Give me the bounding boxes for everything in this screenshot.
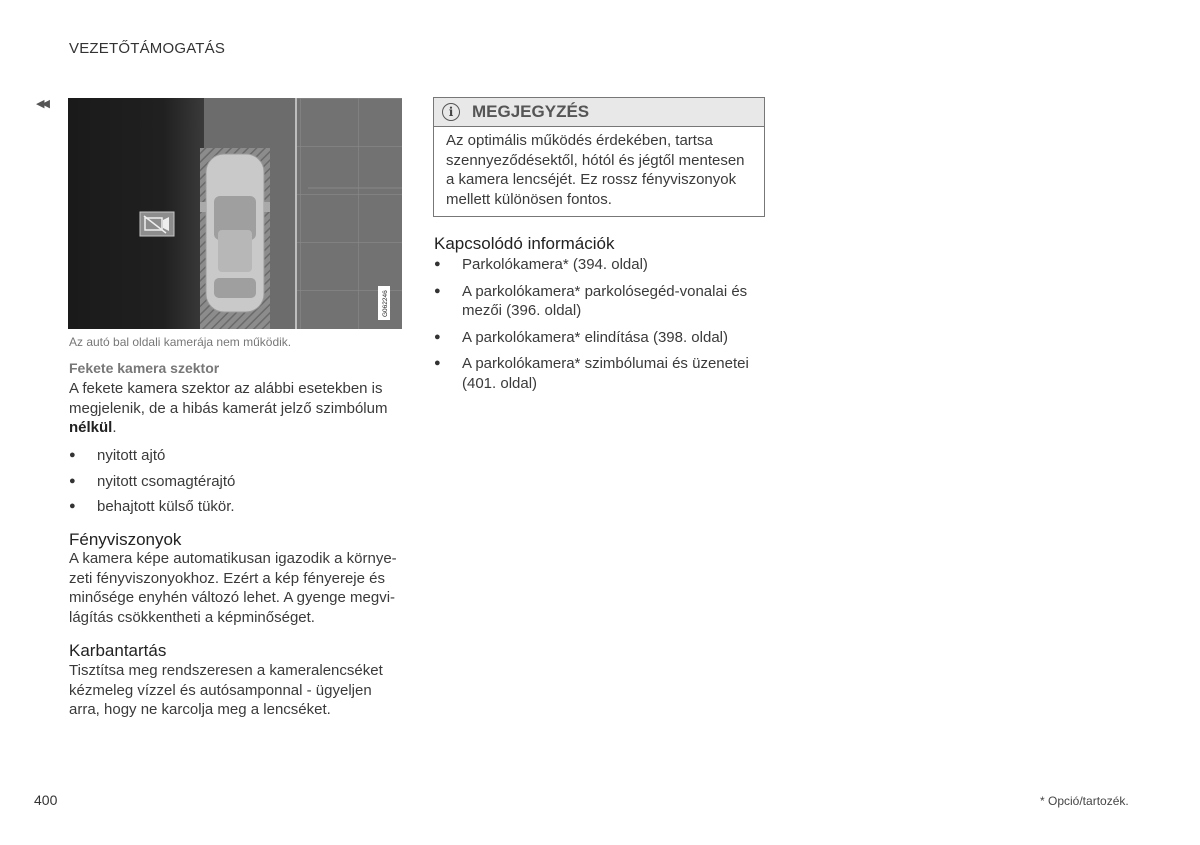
related-heading: Kapcsolódó információk bbox=[434, 234, 615, 253]
section-header: VEZETŐTÁMOGATÁS bbox=[69, 40, 226, 57]
note-title: MEGJEGYZÉS bbox=[472, 102, 590, 121]
related-link[interactable]: ● A parkolókamera* elindítása (398. oldal) bbox=[434, 328, 759, 348]
note-text: Az optimális működés érdekében, tartsa szennyeződésektől, hótól és jégtől mentesen a kamera lencséjét. Ez rossz fényviszonyok mellett különösen fontos. bbox=[446, 132, 745, 208]
light-heading: Fényviszonyok bbox=[69, 530, 182, 549]
list-item: ● behajtott külső tükör. bbox=[69, 497, 399, 517]
page-number: 400 bbox=[34, 792, 58, 808]
figure-caption: Az autó bal oldali kamerája nem működik. bbox=[69, 335, 292, 349]
camera-error-icon bbox=[140, 212, 174, 236]
figure-code: G062246 bbox=[382, 290, 389, 317]
note-header bbox=[434, 98, 764, 127]
footnote: * Opció/tartozék. bbox=[1040, 794, 1129, 808]
related-link[interactable]: ● A parkolókamera* parkolósegéd-vonalai és mezői (396. oldal) bbox=[434, 282, 759, 321]
info-icon: i bbox=[442, 103, 460, 121]
black-sector-list bbox=[69, 446, 399, 517]
camera-figure bbox=[68, 98, 402, 329]
maintenance-heading: Karbantartás bbox=[69, 641, 167, 660]
note-box bbox=[433, 97, 765, 217]
list-item: ● nyitott ajtó bbox=[69, 446, 399, 466]
list-item: ● nyitott csomagtérajtó bbox=[69, 472, 399, 492]
black-sector-text: A fekete kamera szektor az alábbi esetekben is megjelenik, de a hibás kamerát jelző szimbólum nélkül. bbox=[69, 380, 388, 436]
light-text: A kamera képe automatikusan igazodik a környe-zeti fényviszonyokhoz. Ezért a kép fényereje és minősége enyhén változó lehet. A gyenge megvi-lágítás csökkentheti a képminőséget. bbox=[69, 550, 397, 626]
car-top-view-icon bbox=[200, 154, 270, 312]
black-sector-title: Fekete kamera szektor bbox=[69, 360, 220, 376]
continued-arrows-icon: ◀◀ bbox=[36, 98, 47, 110]
black-camera-sector bbox=[68, 98, 204, 329]
related-list bbox=[434, 255, 759, 393]
related-link[interactable]: ● Parkolókamera* (394. oldal) bbox=[434, 255, 759, 275]
maintenance-text: Tisztítsa meg rendszeresen a kameralencséket kézmeleg vízzel és autósamponnal - ügyeljen arra, hogy ne karcolja meg a lencséket. bbox=[69, 662, 383, 718]
related-link[interactable]: ● A parkolókamera* szimbólumai és üzenetei (401. oldal) bbox=[434, 354, 759, 393]
